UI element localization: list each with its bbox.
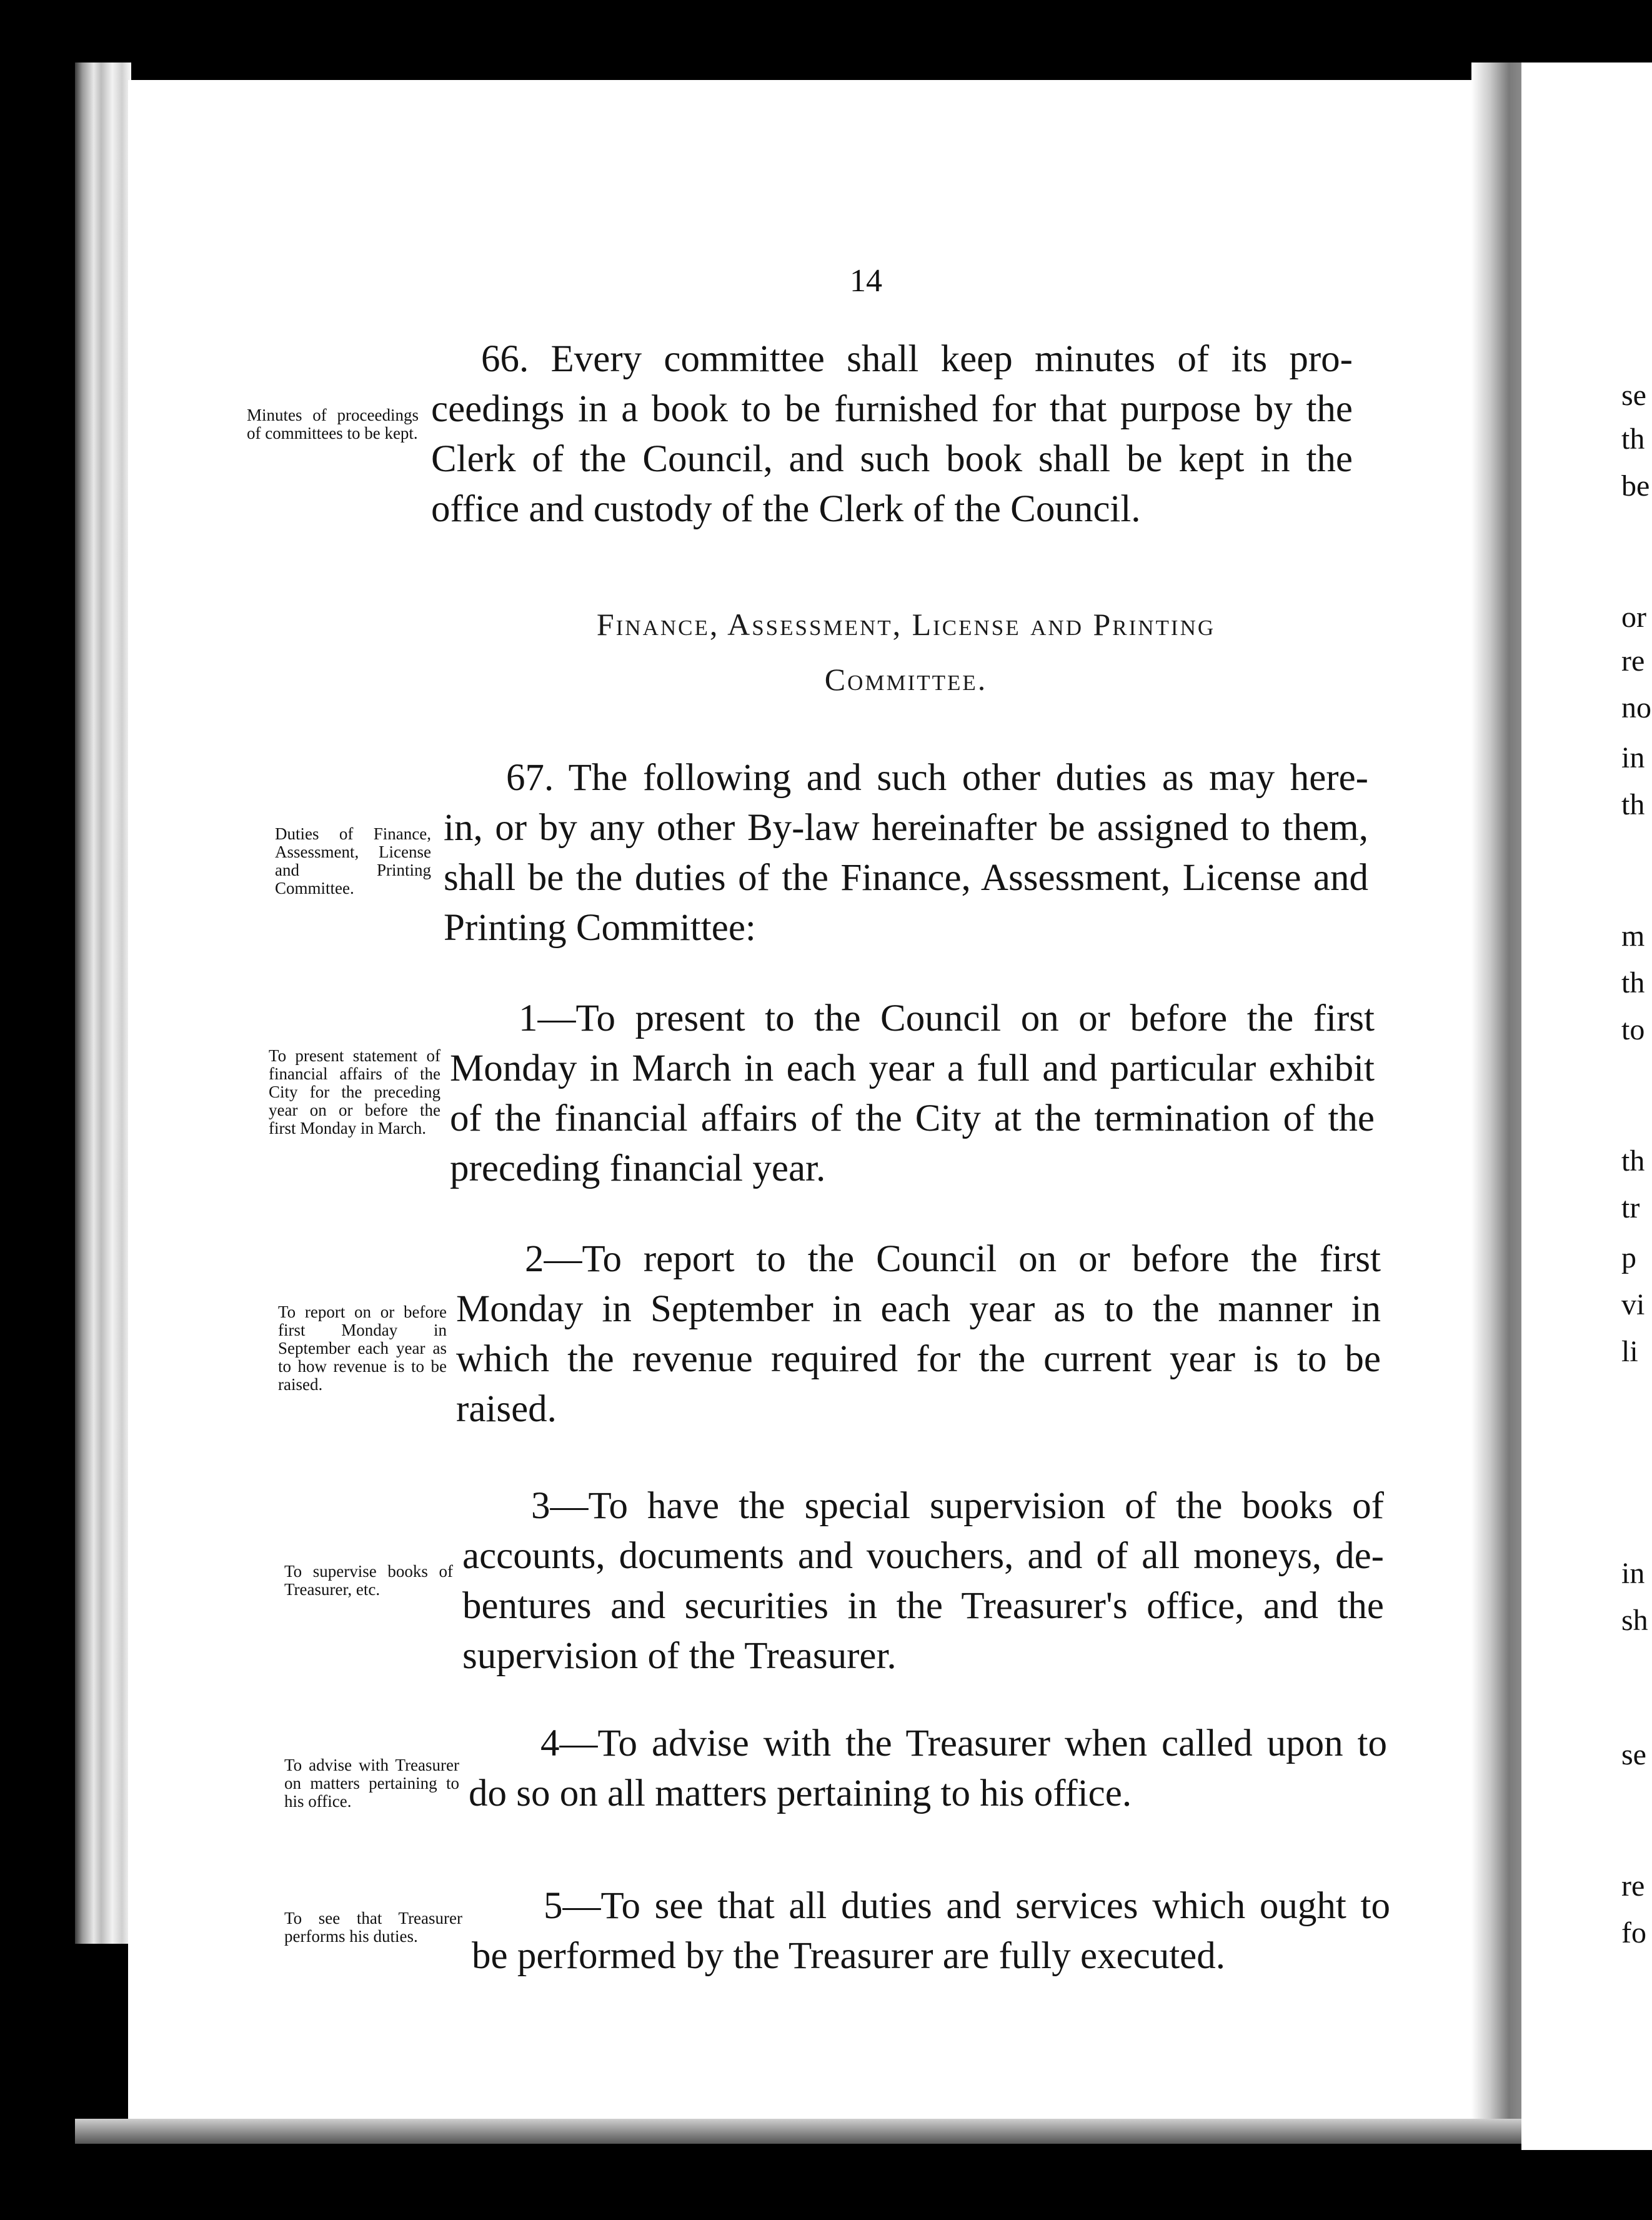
fragment: li	[1621, 1335, 1638, 1368]
fragment: th	[1621, 788, 1645, 821]
fragment: se	[1621, 379, 1646, 412]
item-1	[450, 994, 1375, 1194]
page-edge-stack	[75, 62, 131, 1944]
fragment: th	[1621, 1144, 1645, 1178]
section-67-line: Printing Committee:	[444, 907, 756, 949]
fragment: tr	[1621, 1191, 1640, 1224]
fragment: se	[1621, 1738, 1646, 1771]
margin-note-item-2: To report on or before first Monday in September each year as to how revenue is to be raised.	[278, 1302, 447, 1394]
item-4	[469, 1719, 1387, 1819]
section-66-line: 66. Every committee shall keep minutes of its pro-	[481, 338, 1353, 380]
fragment: to	[1621, 1013, 1645, 1046]
section-67-line: in, or by any other By-law hereinafter be assigned to them,	[444, 807, 1368, 849]
item-1-line: 1—To present to the Council on or before the first	[519, 998, 1375, 1039]
item-1-line: Monday in March in each year a full and particular exhibit	[450, 1048, 1375, 1089]
section-66-line: Clerk of the Council, and such book shall be kept in the	[431, 438, 1353, 480]
margin-note-66: Minutes of proceedings of committees to be kept.	[247, 406, 419, 442]
item-2-line: 2—To report to the Council on or before the first	[525, 1238, 1381, 1280]
section-67	[444, 753, 1368, 953]
fragment: no	[1621, 691, 1651, 724]
section-66-line: ceedings in a book to be furnished for that purpose by the	[431, 388, 1353, 430]
section-67-line: shall be the duties of the Finance, Assessment, License and	[444, 857, 1368, 899]
fragment: vi	[1621, 1288, 1645, 1321]
fragment: p	[1621, 1241, 1636, 1274]
fragment: th	[1621, 422, 1645, 456]
item-2-line: raised.	[456, 1388, 557, 1430]
item-5	[472, 1881, 1390, 1981]
fragment: th	[1621, 966, 1645, 999]
item-3	[462, 1481, 1384, 1681]
item-3-line: supervision of the Treasurer.	[462, 1635, 897, 1677]
margin-note-item-1: To present statement of financial affairs of the City for the preceding year on or before the first Monday in March.	[269, 1046, 440, 1138]
margin-note-67: Duties of Finance, Assessment, License and Printing Committee.	[275, 824, 431, 898]
item-1-line: of the financial affairs of the City at the termination of the	[450, 1098, 1375, 1139]
fragment: re	[1621, 644, 1645, 678]
section-66-line: office and custody of the Clerk of the Council.	[431, 488, 1141, 530]
margin-note-item-3: To supervise books of Treasurer, etc.	[284, 1562, 453, 1599]
fragment: in	[1621, 741, 1645, 774]
fragment: or	[1621, 601, 1646, 634]
page-bottom-shadow	[75, 2119, 1521, 2144]
fragment: m	[1621, 919, 1645, 952]
heading-line-2: Committee.	[824, 662, 988, 697]
item-4-line: 4—To advise with the Treasurer when called upon to	[540, 1722, 1387, 1764]
section-67-line: 67. The following and such other duties as may here-	[506, 757, 1368, 799]
section-66	[431, 334, 1353, 534]
item-4-line: do so on all matters pertaining to his office.	[469, 1772, 1132, 1814]
margin-note-item-5: To see that Treasurer performs his duties.	[284, 1909, 462, 1946]
item-2-line: which the revenue required for the current year is to be	[456, 1338, 1381, 1380]
fragment: sh	[1621, 1604, 1648, 1637]
page-number: 14	[850, 263, 882, 299]
item-2-line: Monday in September in each year as to the manner in	[456, 1288, 1381, 1330]
spine-shadow	[1471, 62, 1521, 2144]
section-heading	[375, 597, 1437, 707]
fragment: re	[1621, 1869, 1645, 1902]
item-5-line: 5—To see that all duties and services which ought to	[544, 1885, 1390, 1927]
item-2	[456, 1234, 1381, 1434]
item-3-line: 3—To have the special supervision of the books of	[531, 1485, 1384, 1527]
facing-page	[1521, 62, 1652, 2150]
fragment: be	[1621, 469, 1650, 502]
fragment: fo	[1621, 1916, 1646, 1949]
fragment: in	[1621, 1557, 1645, 1590]
item-5-line: be performed by the Treasurer are fully executed.	[472, 1935, 1225, 1977]
heading-line-1: Finance, Assessment, License and Printing	[596, 607, 1216, 642]
item-1-line: preceding financial year.	[450, 1148, 826, 1189]
margin-note-item-4: To advise with Treasurer on matters pertaining to his office.	[284, 1756, 459, 1811]
item-3-line: accounts, documents and vouchers, and of all moneys, de-	[462, 1535, 1384, 1577]
item-3-line: bentures and securities in the Treasurer's office, and the	[462, 1585, 1384, 1627]
